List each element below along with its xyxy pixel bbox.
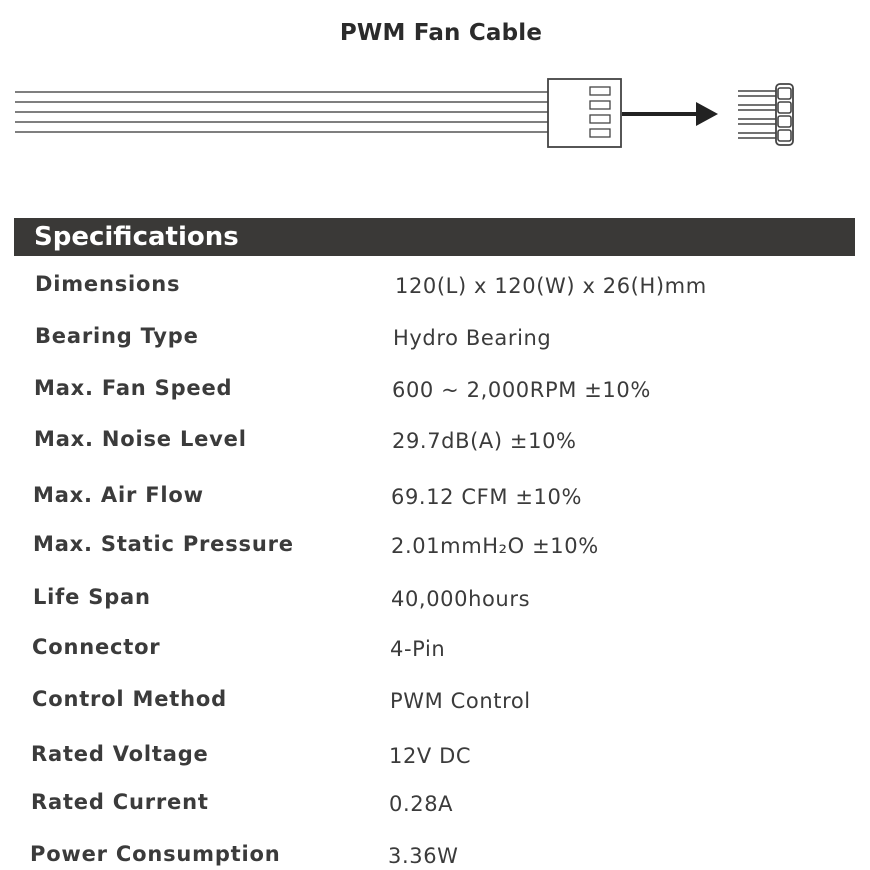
- spec-label: Dimensions: [35, 272, 181, 296]
- spec-value: Hydro Bearing: [393, 326, 552, 350]
- spec-label: Rated Voltage: [31, 742, 209, 766]
- spec-row-max-fan-speed: [0, 374, 870, 408]
- spec-row-dimensions: [0, 270, 870, 304]
- spec-row-max-static-pressure: [0, 530, 870, 564]
- spec-value: PWM Control: [390, 689, 531, 713]
- connector-plug-icon: [548, 79, 621, 147]
- spec-row-rated-voltage: [0, 740, 870, 774]
- spec-value: 12V DC: [389, 744, 472, 768]
- spec-label: Rated Current: [31, 790, 209, 814]
- spec-value: 600 ~ 2,000RPM ±10%: [392, 378, 651, 402]
- spec-value: 120(L) x 120(W) x 26(H)mm: [395, 274, 707, 298]
- spec-row-control-method: [0, 685, 870, 719]
- spec-label: Control Method: [32, 687, 227, 711]
- spec-row-power-consumption: [0, 840, 870, 870]
- spec-value: 69.12 CFM ±10%: [391, 485, 583, 509]
- spec-label: Bearing Type: [35, 324, 199, 348]
- spec-label: Power Consumption: [30, 842, 281, 866]
- spec-label: Max. Noise Level: [34, 427, 247, 451]
- spec-value: 0.28A: [389, 792, 454, 816]
- pwm-cable-diagram: [0, 70, 870, 160]
- spec-row-rated-current: [0, 788, 870, 822]
- spec-row-life-span: [0, 583, 870, 617]
- spec-label: Connector: [32, 635, 161, 659]
- spec-value: 40,000hours: [391, 587, 531, 611]
- page-title: PWM Fan Cable: [339, 20, 543, 46]
- spec-label: Max. Fan Speed: [34, 376, 233, 400]
- spec-value: 2.01mmH₂O ±10%: [391, 534, 599, 558]
- spec-label: Max. Air Flow: [33, 483, 204, 507]
- spec-label: Life Span: [33, 585, 151, 609]
- spec-label: Max. Static Pressure: [33, 532, 294, 556]
- cable-wires: [15, 92, 548, 132]
- spec-row-max-air-flow: [0, 481, 870, 515]
- spec-row-connector: [0, 633, 870, 667]
- spec-row-max-noise-level: [0, 425, 870, 459]
- specifications-header: [14, 218, 855, 256]
- four-pin-header-icon: [738, 84, 793, 145]
- arrow-right-icon: [622, 102, 718, 126]
- spec-value: 3.36W: [388, 844, 459, 868]
- spec-row-bearing-type: [0, 322, 870, 356]
- spec-value: 29.7dB(A) ±10%: [392, 429, 577, 453]
- specifications-title: Specifications: [34, 222, 239, 252]
- spec-value: 4-Pin: [390, 637, 446, 661]
